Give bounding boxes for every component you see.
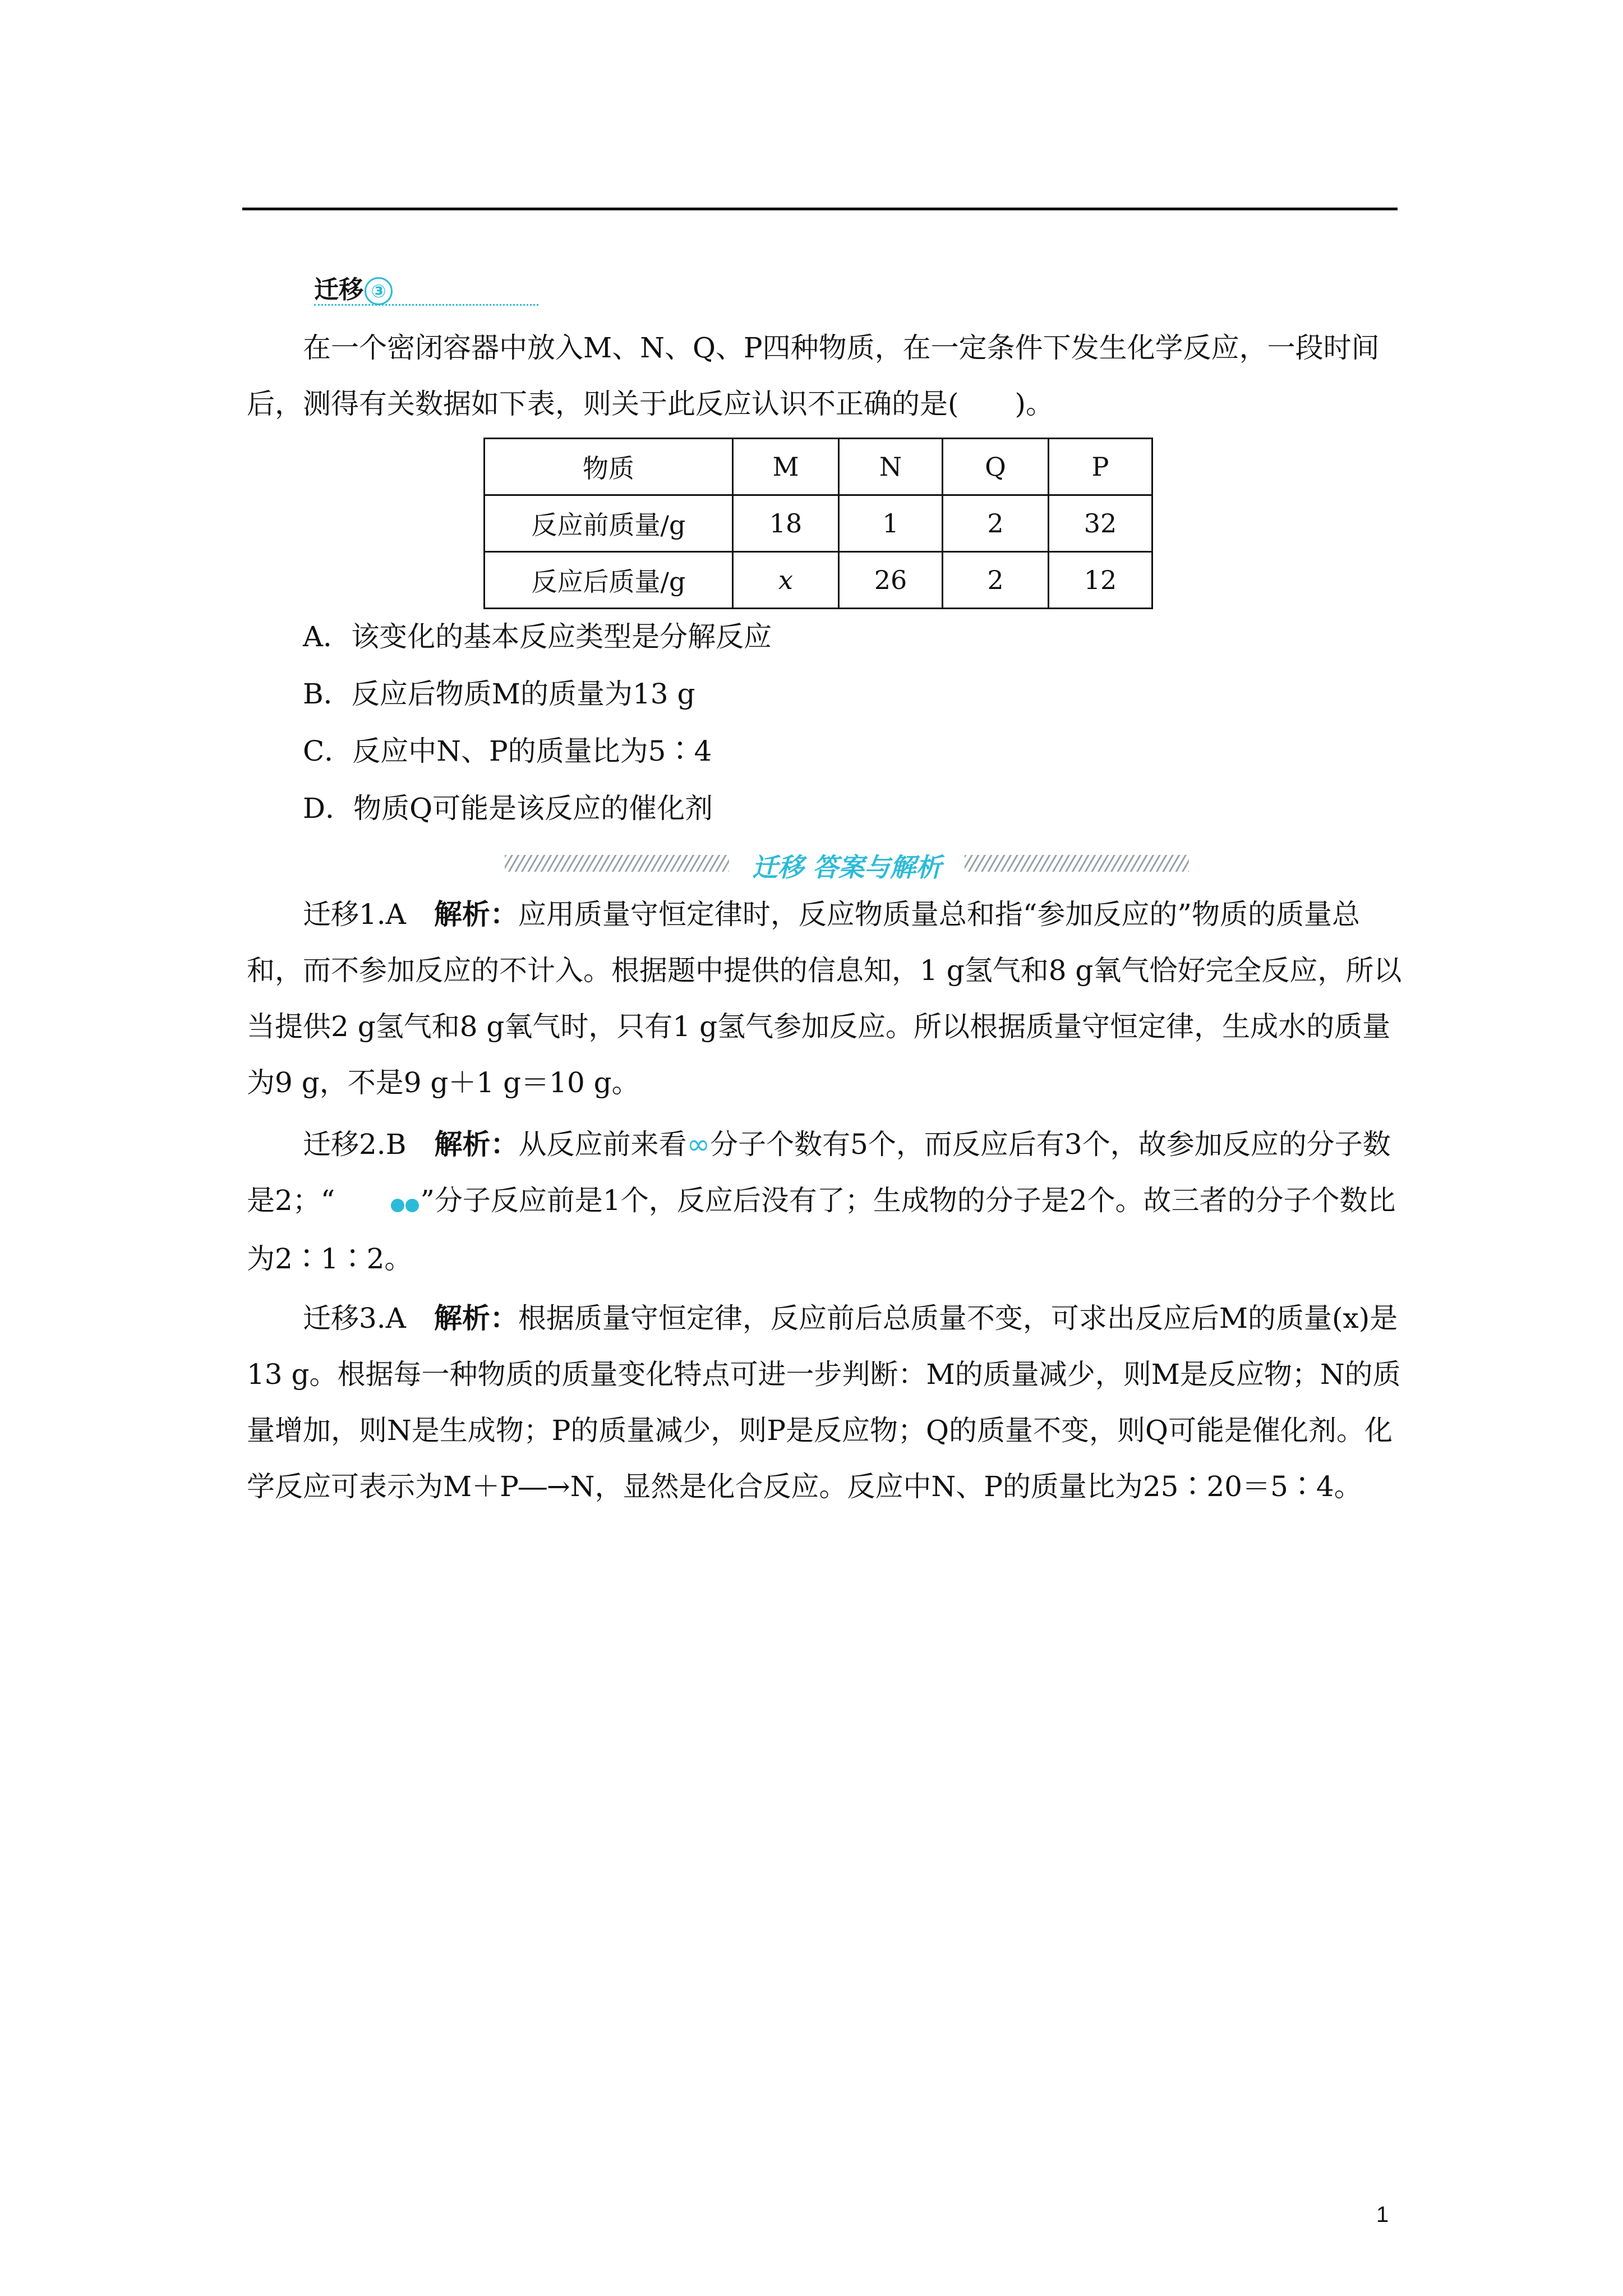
table-header-cell: Q [943,439,1049,495]
page-number: 1 [1376,2202,1389,2227]
answer-3 [247,1290,1402,1515]
section-dotted-underline [314,304,538,306]
table-row [485,552,1152,609]
option-b: B．反应后物质M的质量为13 g [303,678,695,710]
answer-text: 应用质量守恒定律时，反应物质量总和指“参加反应的”物质的质量总和，而不参加反应的不计入。根据题中提供的信息知，1 g氢气和8 g氧气恰好完全反应，所以当提供2 g氢气和8 g氧气时，只有1 g氢气参加反应。所以根据质量守恒定律，生成水的质量为9 g，不是9 g＋1 g＝10 g。 [247,898,1402,1099]
section-label: 迁移 [314,275,363,304]
answer-1 [247,886,1402,1111]
molecule-dots-icon [335,1175,420,1231]
table-cell: 反应后质量/g [485,552,733,609]
analysis-label: 解析： [434,898,518,931]
analysis-label: 解析： [434,1128,519,1161]
banner-hatch-right [965,855,1189,872]
table-header-cell: P [1049,439,1152,495]
answer-head: 迁移2.B [303,1128,407,1161]
table-header-cell: 物质 [485,439,733,495]
question-text: 在一个密闭容器中放入M、N、Q、P四种物质，在一定条件下发生化学反应，一段时间后，测得有关数据如下表，则关于此反应认识不正确的是( )。 [247,332,1380,420]
molecule-ring-icon: ∞ [686,1128,711,1161]
table-cell: 26 [839,552,943,609]
header-rule [242,208,1398,210]
table-cell: 12 [1049,552,1152,609]
banner-title: 迁移 答案与解析 [751,852,942,882]
answer-text: ”分子反应前是1个，反应后没有了；生成物的分子是2个。故三者的分子个数比为2∶1∶2。 [247,1184,1396,1275]
table-cell: 2 [943,552,1049,609]
table-cell: 1 [839,495,943,552]
table-cell: 反应前质量/g [485,495,733,552]
banner-hatch-left [505,855,729,872]
answer-text: 根据质量守恒定律，反应前后总质量不变，可求出反应后M的质量(x)是13 g。根据每一种物质的质量变化特点可进一步判断：M的质量减少，则M是反应物；N的质量增加，则N是生成物；P的质量减少，则P是反应物；Q的质量不变，则Q可能是催化剂。化学反应可表示为M＋P―→N，显然是化合反应。反应中N、P的质量比为25∶20＝5∶4。 [247,1302,1401,1503]
answer-text: 分子个数有5个，而反应后有3个，故参加反应的分子数是2；“ [247,1128,1391,1217]
table-header-cell: N [839,439,943,495]
table-cell: 2 [943,495,1049,552]
option-d: D．物质Q可能是该反应的催化剂 [303,792,713,825]
option-a: A．该变化的基本反应类型是分解反应 [303,620,772,653]
answer-banner [505,847,1189,881]
table-header-cell: M [733,439,839,495]
answer-head: 迁移1.A [303,898,406,931]
table-cell: 32 [1049,495,1152,552]
table-row [485,495,1152,552]
section-heading [314,269,393,305]
table-cell: 18 [733,495,839,552]
section-number-circle: ③ [365,277,393,305]
table-cell: x [733,552,839,609]
option-c: C．反应中N、P的质量比为5∶4 [303,735,712,767]
answer-head: 迁移3.A [303,1302,406,1335]
mass-data-table [483,438,1153,609]
answer-text: 从反应前来看 [518,1128,687,1161]
answer-2 [247,1116,1402,1287]
analysis-label: 解析： [434,1302,518,1335]
table-header-row [485,439,1152,495]
